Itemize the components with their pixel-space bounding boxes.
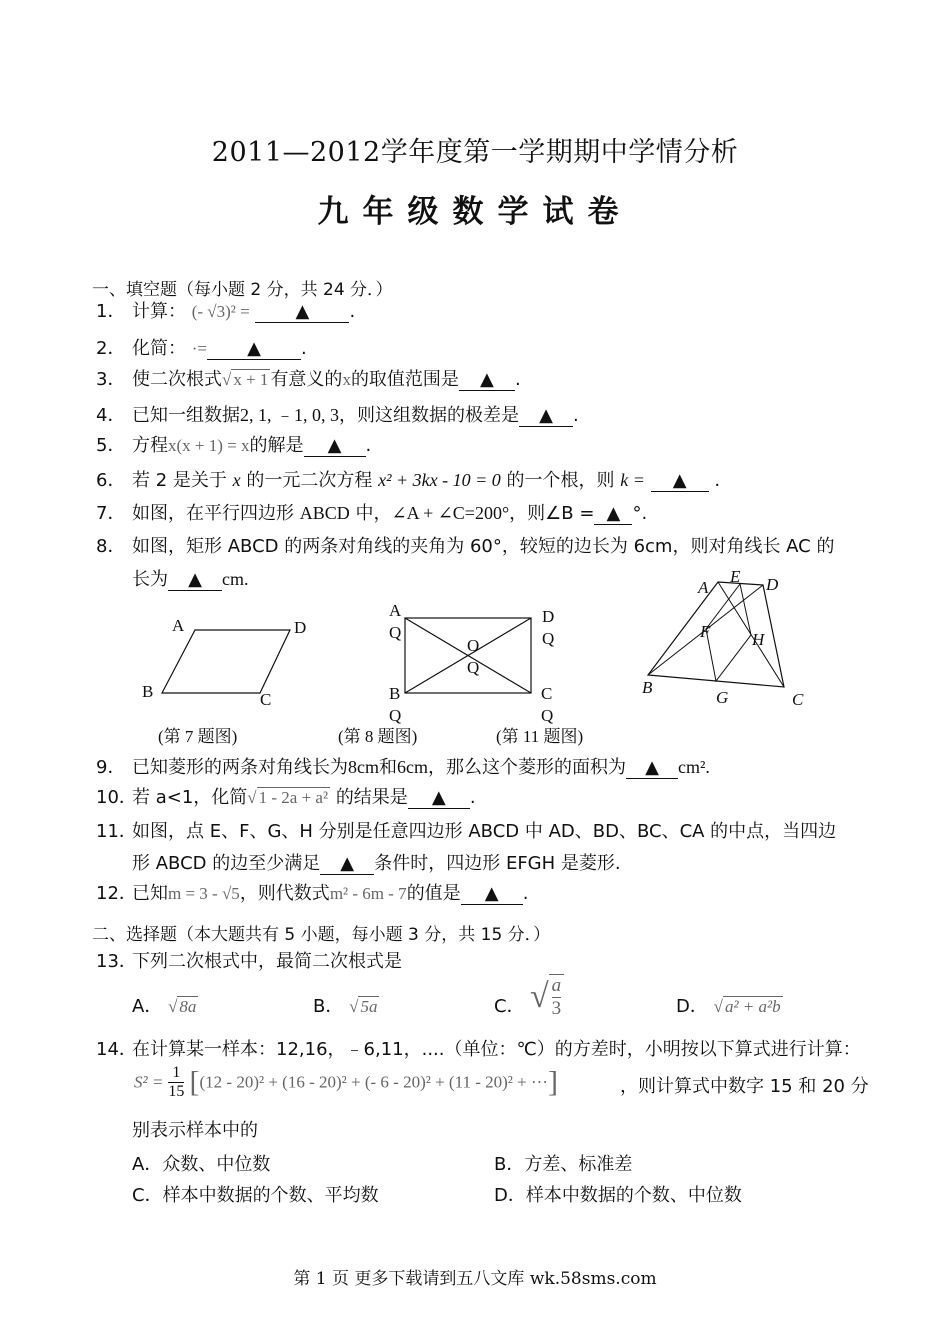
question-2	[96, 337, 307, 361]
question-6	[96, 468, 720, 493]
question-8	[96, 535, 834, 559]
option-label: C．	[132, 1185, 163, 1206]
section-1-heading: 一、填空题（每小题 2 分，共 24 分．）	[92, 280, 393, 300]
question-number: 4．	[96, 405, 126, 426]
math-expression: x(x + 1) = x	[168, 436, 250, 455]
option-label: D．	[494, 1185, 526, 1206]
question-text: 下列二次根式中，最简二次根式是	[132, 951, 402, 972]
figure-11-caption: (第 11 题图)	[496, 727, 584, 746]
question-text: 的值是	[406, 883, 461, 904]
option-text: 样本中数据的个数、平均数	[162, 1185, 379, 1206]
data-values: 2, 1, ﹣1, 0, 3	[240, 405, 339, 425]
question-text: 别表示样本中的	[132, 1120, 258, 1141]
question-end: .	[573, 405, 579, 426]
question-3	[96, 368, 521, 392]
question-12	[96, 882, 528, 906]
question-number: 1．	[96, 301, 126, 322]
question-end: .	[522, 883, 529, 904]
question-text: 计算：	[132, 301, 186, 322]
vertex-a-label: A	[172, 616, 185, 635]
question-text: 的解是	[249, 435, 304, 456]
value: 6cm	[397, 757, 428, 777]
question-4	[96, 403, 579, 428]
bracket-right: ]	[547, 1065, 558, 1099]
option-label: B．	[494, 1154, 525, 1175]
page-footer: 第 1 页 更多下载请到五八文库 wk.58sms.com	[293, 1269, 657, 1289]
option-expression: √ a² + a²b	[713, 997, 781, 1016]
answer-blank[interactable]: ▲	[626, 758, 678, 779]
math-variable: x	[342, 370, 351, 389]
figure-name: ABCD	[299, 503, 350, 523]
math-variable: k =	[620, 470, 645, 490]
figure-11-quadrilateral	[630, 565, 830, 715]
figure-8-rectangle	[380, 598, 570, 726]
answer-blank[interactable]: ▲	[304, 436, 366, 457]
option-expression: √ 5a	[349, 997, 378, 1016]
option-c[interactable]	[494, 992, 525, 1018]
question-text: 如图，点 E、F、G、H 分别是任意四边形 ABCD 中 AD、BD、BC、CA 的中点，当四边	[132, 821, 837, 842]
answer-blank[interactable]: ▲	[594, 504, 632, 525]
question-number: 2．	[96, 338, 126, 359]
question-text: 已知一组数据	[132, 405, 240, 426]
question-14	[96, 1038, 861, 1062]
question-text: 的结果是	[335, 787, 408, 808]
question-7	[96, 501, 647, 526]
math-expression: ∠A + ∠C=200°	[391, 503, 510, 523]
figure-8-caption: (第 8 题图)	[338, 727, 418, 746]
option-c[interactable]	[132, 1181, 379, 1207]
question-text: 的一元二次方程	[246, 470, 373, 491]
math-expression: m² - 6m - 7	[329, 884, 407, 903]
question-5	[96, 434, 371, 458]
question-number: 6．	[96, 470, 126, 491]
question-9	[96, 755, 710, 780]
answer-blank[interactable]: ▲	[519, 406, 573, 427]
question-text: 中，	[355, 503, 392, 524]
question-number: 13．	[96, 951, 137, 972]
option-label: B．	[313, 996, 344, 1017]
vertex-d-label: D	[294, 618, 307, 637]
option-label: C．	[494, 996, 525, 1017]
question-text: 已知	[132, 883, 168, 904]
answer-blank[interactable]: ▲	[207, 339, 301, 360]
figure-7-parallelogram	[130, 605, 330, 715]
question-number: 8．	[96, 536, 126, 557]
question-text: 的一个根，则	[506, 470, 615, 491]
question-text: ，那么这个菱形的面积为	[428, 757, 626, 778]
question-number: 10．	[96, 787, 137, 808]
quadrilateral-efgh	[706, 584, 751, 681]
question-text: 如图，在平行四边形	[132, 503, 294, 524]
glyph-placeholder: Q	[541, 706, 554, 725]
question-number: 14．	[96, 1039, 137, 1060]
question-text: 和	[379, 757, 397, 778]
option-a[interactable]	[132, 1150, 270, 1176]
question-text: 在计算某一样本：12,16，﹣6,11，....（单位：℃）的方差时，小明按以下算式进行计算：	[132, 1039, 861, 1060]
glyph-placeholder: Q	[389, 706, 402, 725]
math-expression: m = 3 - √5	[168, 884, 240, 903]
formula-lhs: S² =	[134, 1072, 164, 1092]
option-b[interactable]	[494, 1150, 632, 1176]
question-number: 11．	[96, 821, 137, 842]
question-end: .	[714, 470, 721, 491]
parallelogram-shape	[162, 630, 290, 693]
glyph-placeholder: Q	[542, 629, 555, 648]
question-11-line-2	[132, 852, 621, 876]
option-text: 方差、标准差	[524, 1154, 633, 1175]
question-end: .	[514, 369, 521, 390]
fraction-denominator: 15	[168, 1083, 185, 1100]
question-text: 的取值范围是	[350, 369, 459, 390]
question-number: 7．	[96, 503, 126, 524]
question-text: ，则代数式	[239, 883, 330, 904]
question-text: ，则∠B =	[509, 503, 595, 524]
question-end: .	[365, 435, 372, 456]
fraction-numerator: 1	[168, 1064, 184, 1083]
question-14-line-3	[132, 1119, 258, 1143]
question-text: 化简：	[132, 338, 186, 359]
variance-formula	[134, 1064, 558, 1101]
question-10	[96, 786, 476, 810]
question-text: ，则计算式中数字 15 和 20 分	[620, 1076, 869, 1097]
question-text: 长为	[132, 569, 168, 590]
midpoint-f-label: F	[700, 622, 711, 641]
question-text: 使二次根式	[132, 369, 222, 390]
option-label: D．	[676, 996, 708, 1017]
midpoint-h-label: H	[752, 630, 765, 649]
question-text: 有意义的	[270, 369, 343, 390]
question-text: 如图，矩形 ABCD 的两条对角线的夹角为 60°，较短的边长为 6cm，则对角线长 AC 的	[132, 536, 835, 557]
option-d[interactable]	[676, 992, 783, 1018]
vertex-c-label: C	[792, 690, 804, 709]
option-expression: √ 8a	[168, 997, 197, 1016]
math-expression: ·=	[191, 339, 207, 358]
question-text: 若 a<1，化简	[132, 787, 248, 808]
fraction-denominator: 3	[551, 998, 562, 1019]
vertex-c-label: C	[541, 684, 553, 703]
vertex-a-label: A	[698, 578, 709, 597]
question-number: 3．	[96, 369, 126, 390]
option-label: A．	[132, 996, 163, 1017]
question-11	[96, 820, 836, 844]
question-number: 12．	[96, 883, 137, 904]
section-2-heading: 二、选择题（本大题共有 5 小题，每小题 3 分，共 15 分．）	[92, 925, 551, 945]
question-end: .	[469, 787, 476, 808]
glyph-placeholder: Q	[389, 623, 402, 642]
question-13	[96, 950, 402, 974]
vertex-a-label: A	[389, 601, 402, 620]
math-equation: x² + 3kx - 10 = 0	[378, 470, 501, 490]
answer-blank[interactable]: ▲	[408, 788, 470, 809]
vertex-d-label: D	[766, 575, 779, 594]
question-end: .	[349, 301, 356, 322]
question-text: 方程	[132, 435, 168, 456]
answer-blank[interactable]: ▲	[461, 884, 523, 905]
question-number: 9．	[96, 757, 126, 778]
figure-7-caption: (第 7 题图)	[158, 727, 238, 746]
answer-blank[interactable]: ▲	[168, 570, 222, 591]
answer-blank[interactable]: ▲	[320, 854, 374, 875]
math-expression: √ 1 - 2a + a²	[247, 788, 329, 807]
option-text: 样本中数据的个数、中位数	[525, 1185, 742, 1206]
option-text: 众数、中位数	[162, 1154, 271, 1175]
option-a[interactable]	[132, 992, 198, 1018]
exam-subtitle: 九年级数学试卷	[317, 194, 633, 230]
answer-blank[interactable]: ▲	[651, 471, 709, 492]
exam-title: 2011—2012学年度第一学期期中学情分析	[211, 137, 739, 168]
vertex-b-label: B	[642, 678, 653, 697]
option-b[interactable]	[313, 992, 379, 1018]
formula-body: (12 - 20)² + (16 - 20)² + (- 6 - 20)² + (11 - 20)² + ···	[199, 1072, 548, 1092]
question-text: 条件时，四边形 EFGH 是菱形.	[374, 853, 621, 874]
vertex-b-label: B	[389, 684, 401, 703]
vertex-d-label: D	[542, 607, 555, 626]
vertex-b-label: B	[142, 682, 154, 701]
question-1	[96, 300, 355, 324]
option-label: A．	[132, 1154, 163, 1175]
question-text: 若 2 是关于	[132, 470, 227, 491]
math-expression: √ x + 1	[222, 370, 269, 389]
question-8-line-2	[132, 567, 249, 592]
value: 8cm	[348, 757, 379, 777]
question-end: .	[300, 338, 307, 359]
question-text: 已知菱形的两条对角线长为	[132, 757, 348, 778]
question-end: °.	[632, 503, 648, 524]
question-text: 形 ABCD 的边至少满足	[132, 853, 321, 874]
midpoint-g-label: G	[716, 688, 729, 707]
vertex-c-label: C	[260, 690, 272, 709]
answer-blank[interactable]: ▲	[459, 370, 515, 391]
question-14-line-2	[620, 1075, 869, 1099]
question-text: cm.	[222, 569, 249, 589]
math-variable: x	[232, 470, 241, 490]
question-text: ，则这组数据的极差是	[339, 405, 519, 426]
fraction-numerator: a	[551, 975, 562, 996]
question-number: 5．	[96, 435, 126, 456]
math-expression: (- √3)² =	[191, 302, 250, 321]
answer-blank[interactable]: ▲	[255, 302, 349, 323]
unit: cm².	[678, 757, 710, 777]
center-o-label: O	[467, 636, 480, 655]
option-c-expression: √ $\frac{a}{3}$	[530, 974, 564, 1020]
glyph-placeholder: Q	[467, 658, 480, 677]
bracket-left: [	[189, 1065, 200, 1099]
option-d[interactable]	[494, 1181, 742, 1207]
midpoint-e-label: E	[730, 567, 741, 586]
